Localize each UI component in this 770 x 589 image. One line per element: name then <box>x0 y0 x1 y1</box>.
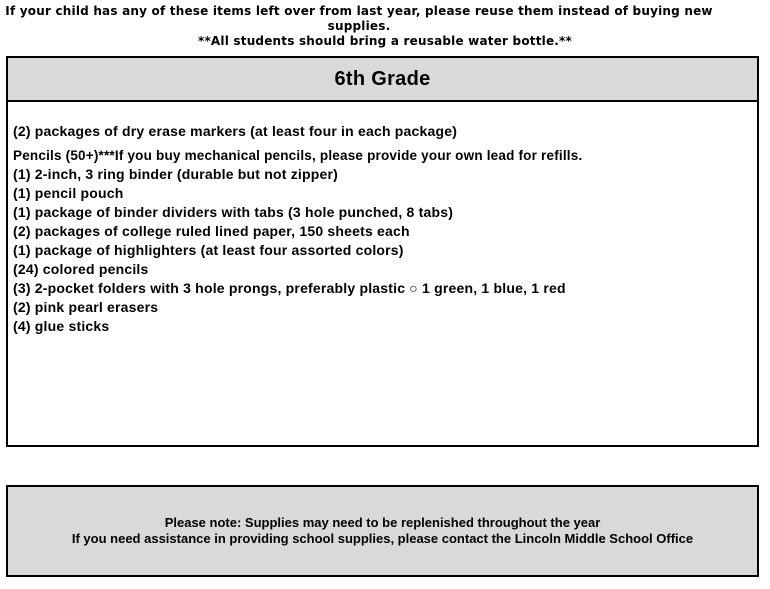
supply-list <box>8 102 757 336</box>
list-item: (2) packages of dry erase markers (at least four in each package) <box>13 123 458 139</box>
list-item: (1) 2-inch, 3 ring binder (durable but not zipper) <box>13 166 338 182</box>
grade-supply-box <box>6 56 759 447</box>
water-bottle-notice: **All students should bring a reusable water bottle.** <box>197 34 573 48</box>
assistance-note: If you need assistance in providing school supplies, please contact the Lincoln Middle School Office <box>71 531 694 546</box>
intro-text <box>0 4 770 49</box>
grade-title: 6th Grade <box>8 58 757 102</box>
note-box <box>6 485 759 577</box>
list-item: (1) package of binder dividers with tabs (3 hole punched, 8 tabs) <box>13 204 454 220</box>
reuse-notice: If your child has any of these items left over from last year, please reuse them instead of buying new supplies. <box>5 4 713 33</box>
list-item: (2) pink pearl erasers <box>13 299 159 315</box>
list-item: (4) glue sticks <box>13 318 110 334</box>
list-item: Pencils (50+)***If you buy mechanical pencils, please provide your own lead for refills. <box>13 148 583 163</box>
list-item: (3) 2-pocket folders with 3 hole prongs, preferably plastic ○ 1 green, 1 blue, 1 red <box>13 280 566 296</box>
list-item: (1) pencil pouch <box>13 185 124 201</box>
list-item: (2) packages of college ruled lined paper, 150 sheets each <box>13 223 410 239</box>
replenish-note: Please note: Supplies may need to be replenished throughout the year <box>164 515 601 530</box>
list-item: (24) colored pencils <box>13 261 149 277</box>
list-item: (1) package of highlighters (at least four assorted colors) <box>13 242 404 258</box>
